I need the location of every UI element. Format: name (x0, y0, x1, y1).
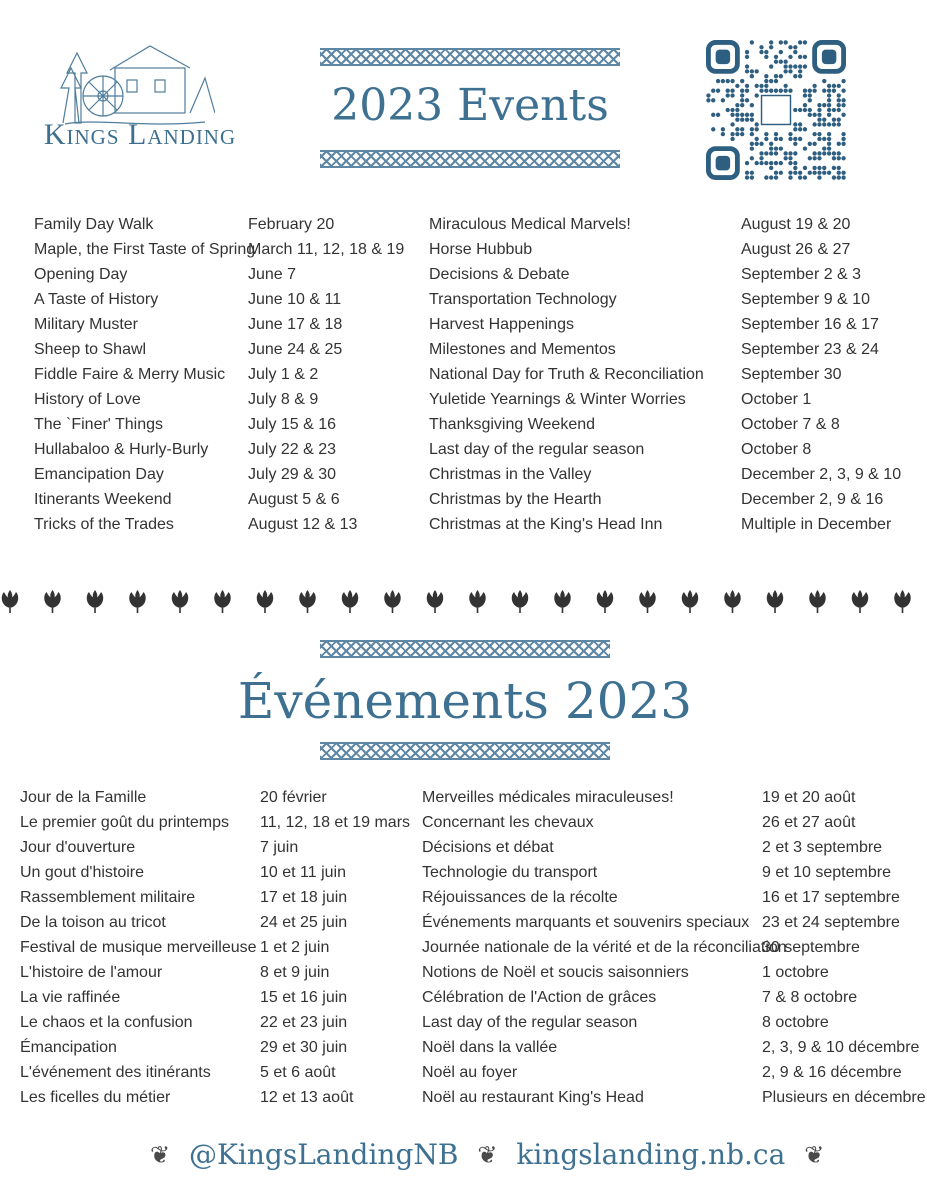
event-row (34, 212, 414, 237)
event-name: Décisions et débat (422, 839, 554, 856)
event-row (34, 337, 414, 362)
event-row (20, 885, 415, 910)
event-name: L'histoire de l'amour (20, 964, 163, 981)
event-name: Notions de Noël et soucis saisonniers (422, 964, 689, 981)
event-row (34, 462, 414, 487)
tulip-divider (0, 586, 927, 616)
social-handle-link[interactable]: @KingsLandingNB (189, 1138, 459, 1171)
event-name: National Day for Truth & Reconciliation (429, 366, 704, 383)
event-name: La vie raffinée (20, 989, 121, 1006)
event-row (429, 437, 909, 462)
tulip-icon (809, 590, 825, 613)
event-date: 23 et 24 septembre (762, 914, 900, 931)
event-name: Noël dans la vallée (422, 1039, 558, 1056)
event-date: July 29 & 30 (248, 466, 337, 483)
event-row (34, 412, 414, 437)
event-row (34, 237, 414, 262)
event-name: Harvest Happenings (429, 316, 574, 333)
event-row (422, 910, 922, 935)
tulip-icon (2, 590, 18, 613)
event-row (429, 287, 909, 312)
tulip-icon (767, 590, 783, 613)
event-date: 1 octobre (762, 964, 829, 981)
event-date: July 22 & 23 (248, 441, 337, 458)
ornament-icon: ❦ (477, 1140, 498, 1169)
event-date: 12 et 13 août (260, 1089, 354, 1106)
event-row (20, 810, 415, 835)
event-name: Yuletide Yearnings & Winter Worries (429, 391, 686, 408)
event-name: Opening Day (34, 266, 128, 283)
tulip-icon (257, 590, 273, 613)
event-date: Plusieurs en décembre (762, 1089, 926, 1106)
event-date: August 5 & 6 (248, 491, 340, 508)
event-row (429, 337, 909, 362)
event-row (422, 1035, 922, 1060)
event-name: Last day of the regular season (429, 441, 645, 458)
event-row (20, 1010, 415, 1035)
tulip-icon (469, 590, 485, 613)
event-date: 19 et 20 août (762, 789, 856, 806)
event-row (20, 1085, 415, 1110)
event-name: Family Day Walk (34, 216, 154, 233)
event-name: Événements marquants et souvenirs speciaux (422, 914, 750, 931)
event-name: Transportation Technology (429, 291, 617, 308)
event-date: 9 et 10 septembre (762, 864, 891, 881)
event-name: De la toison au tricot (20, 914, 166, 931)
tulip-icon (87, 590, 103, 613)
event-date: December 2, 3, 9 & 10 (741, 466, 902, 483)
event-row (20, 960, 415, 985)
event-row (429, 237, 909, 262)
event-row (34, 262, 414, 287)
event-date: September 16 & 17 (741, 316, 879, 333)
tulip-icon (724, 590, 740, 613)
event-name: Military Muster (34, 316, 139, 333)
event-date: July 1 & 2 (248, 366, 319, 383)
event-row (20, 835, 415, 860)
tulip-icon (214, 590, 230, 613)
event-date: September 23 & 24 (741, 341, 879, 358)
event-date: 16 et 17 septembre (762, 889, 900, 906)
event-row (422, 835, 922, 860)
event-name: Jour de la Famille (20, 789, 147, 806)
decorative-band-top (320, 48, 620, 66)
event-date: 17 et 18 juin (260, 889, 348, 906)
event-name: Miraculous Medical Marvels! (429, 216, 631, 233)
footer (140, 1136, 825, 1176)
event-row (429, 462, 909, 487)
event-date: February 20 (248, 216, 335, 233)
event-name: Horse Hubbub (429, 241, 533, 258)
event-date: March 11, 12, 18 & 19 (248, 241, 405, 258)
event-date: June 10 & 11 (248, 291, 342, 308)
event-row (429, 387, 909, 412)
event-name: Tricks of the Trades (34, 516, 174, 533)
event-name: Les ficelles du métier (20, 1089, 171, 1106)
event-row (422, 960, 922, 985)
event-name: Émancipation (20, 1039, 117, 1056)
event-row (429, 412, 909, 437)
events-list-french-right (422, 785, 926, 1110)
event-date: 20 février (260, 789, 327, 806)
event-row (422, 1010, 922, 1035)
event-date: 7 & 8 octobre (762, 989, 858, 1006)
event-row (20, 785, 415, 810)
ornament-icon: ❦ (150, 1140, 171, 1169)
tulip-icon (512, 590, 528, 613)
event-row (34, 387, 414, 412)
event-date: September 30 (741, 366, 842, 383)
page-title-french: Événements 2023 (237, 672, 693, 730)
event-date: 26 et 27 août (762, 814, 856, 831)
decorative-band-bottom-fr (320, 742, 610, 760)
event-date: 8 octobre (762, 1014, 829, 1031)
event-name: Noël au foyer (422, 1064, 518, 1081)
event-name: A Taste of History (34, 291, 159, 308)
event-name: The `Finer' Things (34, 416, 164, 433)
events-list-english-left (34, 212, 414, 537)
event-date: August 12 & 13 (248, 516, 358, 533)
tulip-icon (852, 590, 868, 613)
event-name: Concernant les chevaux (422, 814, 594, 831)
event-row (20, 935, 415, 960)
event-name: Le premier goût du printemps (20, 814, 229, 831)
event-row (422, 1060, 922, 1085)
tulip-icon (342, 590, 358, 613)
brand-logo-text: Kings Landing (43, 118, 237, 151)
ornament-icon: ❦ (804, 1140, 825, 1169)
mill-illustration-icon (55, 38, 215, 128)
event-row (20, 910, 415, 935)
event-name: Journée nationale de la vérité et de la réconciliation (422, 939, 787, 956)
event-name: Technologie du transport (422, 864, 598, 881)
event-date: 2, 9 & 16 décembre (762, 1064, 902, 1081)
event-name: Sheep to Shawl (34, 341, 147, 358)
tulip-icon (554, 590, 570, 613)
event-row (34, 487, 414, 512)
event-row (34, 287, 414, 312)
event-name: Milestones and Mementos (429, 341, 616, 358)
tulip-icon (44, 590, 60, 613)
event-date: July 8 & 9 (248, 391, 319, 408)
event-name: Fiddle Faire & Merry Music (34, 366, 226, 383)
event-date: 5 et 6 août (260, 1064, 336, 1081)
event-row (422, 785, 922, 810)
event-row (20, 985, 415, 1010)
website-link[interactable]: kingslanding.nb.ca (516, 1138, 786, 1171)
event-date: October 7 & 8 (741, 416, 840, 433)
decorative-band-bottom (320, 150, 620, 168)
event-name: Last day of the regular season (422, 1014, 638, 1031)
page-title-english: 2023 Events (331, 80, 609, 131)
event-date: September 2 & 3 (741, 266, 862, 283)
event-name: Un gout d'histoire (20, 864, 145, 881)
event-name: Le chaos et la confusion (20, 1014, 193, 1031)
tulip-icon (639, 590, 655, 613)
event-date: 1 et 2 juin (260, 939, 330, 956)
event-name: Jour d'ouverture (20, 839, 136, 856)
event-name: Célébration de l'Action de grâces (422, 989, 657, 1006)
event-row (429, 262, 909, 287)
event-name: Maple, the First Taste of Spring (34, 241, 256, 258)
tulip-icon (384, 590, 400, 613)
event-name: Réjouissances de la récolte (422, 889, 618, 906)
tulip-icon (597, 590, 613, 613)
event-row (422, 1085, 926, 1110)
event-date: December 2, 9 & 16 (741, 491, 884, 508)
event-name: L'événement des itinérants (20, 1064, 211, 1081)
event-name: Christmas by the Hearth (429, 491, 602, 508)
event-row (429, 487, 909, 512)
event-date: 22 et 23 juin (260, 1014, 348, 1031)
event-date: June 17 & 18 (248, 316, 343, 333)
event-date: 8 et 9 juin (260, 964, 330, 981)
event-date: September 9 & 10 (741, 291, 870, 308)
event-row (422, 860, 922, 885)
event-row (34, 437, 414, 462)
event-row (422, 985, 922, 1010)
event-name: History of Love (34, 391, 141, 408)
tulip-icon (299, 590, 315, 613)
event-date: 15 et 16 juin (260, 989, 348, 1006)
events-list-english-right (429, 212, 909, 537)
tulip-icon (172, 590, 188, 613)
event-name: Itinerants Weekend (34, 491, 172, 508)
event-row (429, 212, 909, 237)
qr-code-icon[interactable] (706, 40, 846, 180)
event-date: August 26 & 27 (741, 241, 851, 258)
event-row (20, 1035, 415, 1060)
event-name: Christmas at the King's Head Inn (429, 516, 663, 533)
event-row (34, 512, 414, 537)
event-row (20, 860, 415, 885)
event-row (429, 312, 909, 337)
tulip-icon (682, 590, 698, 613)
event-date: 7 juin (260, 839, 299, 856)
event-row (429, 512, 909, 537)
event-row (34, 362, 414, 387)
event-name: Thanksgiving Weekend (429, 416, 596, 433)
event-date: October 1 (741, 391, 812, 408)
event-date: July 15 & 16 (248, 416, 337, 433)
tulip-icon (129, 590, 145, 613)
event-date: October 8 (741, 441, 812, 458)
event-name: Noël au restaurant King's Head (422, 1089, 644, 1106)
event-date: 30 septembre (762, 939, 860, 956)
event-row (422, 810, 922, 835)
event-row (20, 1060, 415, 1085)
event-row (422, 885, 922, 910)
tulip-icon (894, 590, 910, 613)
tulip-icon (427, 590, 443, 613)
event-row (429, 362, 909, 387)
event-name: Hullabaloo & Hurly-Burly (34, 441, 209, 458)
event-row (34, 312, 414, 337)
events-list-french-left (20, 785, 415, 1110)
event-name: Emancipation Day (34, 466, 164, 483)
event-date: 2, 3, 9 & 10 décembre (762, 1039, 920, 1056)
event-name: Decisions & Debate (429, 266, 570, 283)
event-date: 29 et 30 juin (260, 1039, 348, 1056)
event-name: Merveilles médicales miraculeuses! (422, 789, 674, 806)
decorative-band-top-fr (320, 640, 610, 658)
event-name: Festival de musique merveilleuse (20, 939, 257, 956)
event-name: Rassemblement militaire (20, 889, 196, 906)
event-row (422, 935, 922, 960)
event-date: Multiple in December (741, 516, 892, 533)
event-date: June 24 & 25 (248, 341, 343, 358)
event-date: 24 et 25 juin (260, 914, 348, 931)
event-date: June 7 (248, 266, 297, 283)
event-date: 10 et 11 juin (260, 864, 346, 881)
event-date: 11, 12, 18 et 19 mars (260, 814, 411, 831)
event-name: Christmas in the Valley (429, 466, 592, 483)
event-date: 2 et 3 septembre (762, 839, 883, 856)
event-date: August 19 & 20 (741, 216, 851, 233)
